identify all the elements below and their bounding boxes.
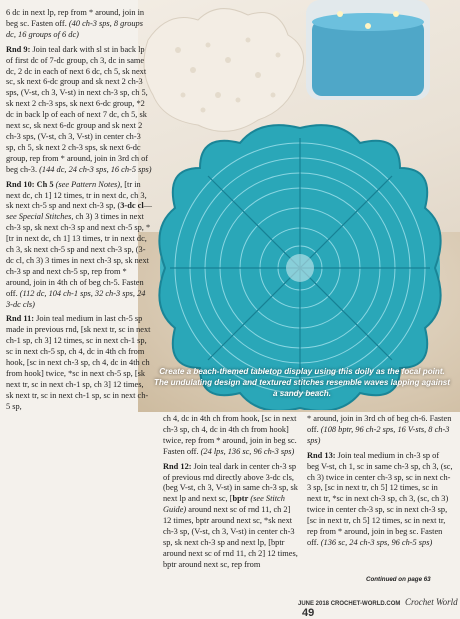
column-3 bbox=[307, 414, 453, 553]
column-2 bbox=[163, 414, 299, 575]
rnd-9-label: Rnd 9: bbox=[6, 44, 31, 54]
candle-image bbox=[298, 0, 438, 110]
rnd-10-label: Rnd 10: bbox=[6, 179, 35, 189]
column-1 bbox=[6, 8, 152, 417]
doily-photo bbox=[138, 0, 460, 412]
page-number: 49 bbox=[302, 607, 315, 619]
rnd-11-label: Rnd 11: bbox=[6, 314, 35, 324]
paragraph-rnd11-end: ch 4, dc in 4th ch from hook, [sc in next ch-3 sp, ch 4, dc in 4th ch from hook] twice, rep from * around, join in beg sc. Fasten off. (24 lps, 136 sc, 96 ch-3 sps) bbox=[163, 414, 297, 456]
photo-caption: Create a beach-themed tabletop display using this doily as the focal point. The undulating design and textured stitches resemble waves lapping against a sandy beach. bbox=[154, 367, 450, 398]
paragraph-rnd9: Rnd 9: Join teal dark with sl st in back lp of first dc of 7-dc group, ch 3, dc in same dc, 2 dc in each of next 6 dc, ch 5, sk next sc, sk next 6-dc group and sk next 2 ch-3 sps, (V-st, ch 3, V-st) in next ch-3 sp, ch 5, sk next 2 ch-3 sps, sk next 6-dc group, *2 dc in back lp of each of next 7 dc, ch 5, sk next sc, sk next 6-dc group and sk next 2 ch-3 sps, (V-st, ch 3, V-st) in center ch-3 sp, ch 5, sk next 2 ch-3 sps, sk next 6-dc group, rep from * around, join in 3rd ch of beg ch-3. (144 dc, 24 ch-3 sps, 16 ch-5 sps) bbox=[6, 44, 152, 174]
paragraph-rnd12: Rnd 12: Join teal dark in center ch-3 sp of previous rnd directly above 3-dc cls, (beg V-st, ch 3, V-st) in same ch-3 sp, sk next lp and next sc, [bptr (see Stitch Guide) around next sc of rnd 11, ch 2] 12 times, bptr around next sc, *sk next ch-3 sp, (V-st, ch 3, V-st) in center ch-3 sp, sk next ch-3 sp and next lp, [bptr around next sc of rnd 11, ch 2] 12 times, bptr around next sc, rep from bbox=[163, 461, 298, 569]
paragraph-rnd8-end: 6 dc in next lp, rep from * around, join in beg sc. Fasten off. (40 ch-3 sps, 8 groups dc, 16 groups of 6 dc) bbox=[6, 8, 145, 39]
paragraph-rnd10: Rnd 10: Ch 5 (see Pattern Notes), [tr in next dc, ch 1] 12 times, tr in next dc, ch 3, sk next ch-5 sp and next ch-3 sp, (3-dc cl—see Special Stitches, ch 3) 3 times in next ch-3 sp, sk next ch-3 sp and next ch-5 sp, *[tr in next dc, ch 1] 13 times, tr in next dc, ch 3, sk next ch-5 sp and next ch-3 sp, (3-dc cl, ch 3) 3 times in next ch-3 sp, sk next ch-3 sp and next ch-5 sp, rep from * around, join in 4th ch of beg ch-5. Fasten off. (112 dc, 104 ch-1 sps, 32 ch-3 sps, 24 3-dc cls) bbox=[6, 179, 152, 309]
footer-date: JUNE 2018 bbox=[298, 601, 330, 607]
continued-note: Continued on page 63 bbox=[366, 576, 431, 583]
paragraph-rnd11: Rnd 11: Join teal medium in last ch-5 sp made in previous rnd, [sk next tr, sc in next ch-1 sp, ch 3] 12 times, sc in next ch-1 sp, sc in next ch-5 sp, ch 4, dc in 4th ch from hook, [sc in next ch-3 sp, ch 4, dc in 4th ch from hook] twice, *sc in next ch-5 sp, [sk next tr, sc in next ch-1 sp, ch 3] 12 times, sk next tr, sc in next ch-1 sp, sc in next ch-5 sp, bbox=[6, 314, 151, 411]
rnd-12-label: Rnd 12: bbox=[163, 461, 192, 471]
page-footer bbox=[298, 597, 460, 619]
paragraph-rnd12-end: * around, join in 3rd ch of beg ch-6. Fasten off. (108 bptr, 96 ch-2 sps, 16 V-sts, 8 ch-3 sps) bbox=[307, 414, 452, 445]
rnd-13-label: Rnd 13: bbox=[307, 450, 336, 460]
footer-site: CROCHET-WORLD.COM bbox=[330, 601, 401, 607]
paragraph-rnd13: Rnd 13: Join teal medium in ch-3 sp of beg V-st, ch 1, sc in same ch-3 sp, ch 3, (sc, ch 3) twice in center ch-3 sp, sc in next ch-3 sp, [sc in next tr, ch 5] 12 times, sc in next tr, *sc in next ch-3 sp, ch 3, (sc, ch 3) twice in center ch-3 sp, sc in next ch-3 sp, [sc in next tr, ch 5] 12 times, sc in next tr, rep from * around, join in beg sc. Fasten off. (136 sc, 24 ch-3 sps, 96 ch-5 sps) bbox=[307, 450, 453, 547]
footer-magazine: Crochet World bbox=[405, 597, 458, 607]
